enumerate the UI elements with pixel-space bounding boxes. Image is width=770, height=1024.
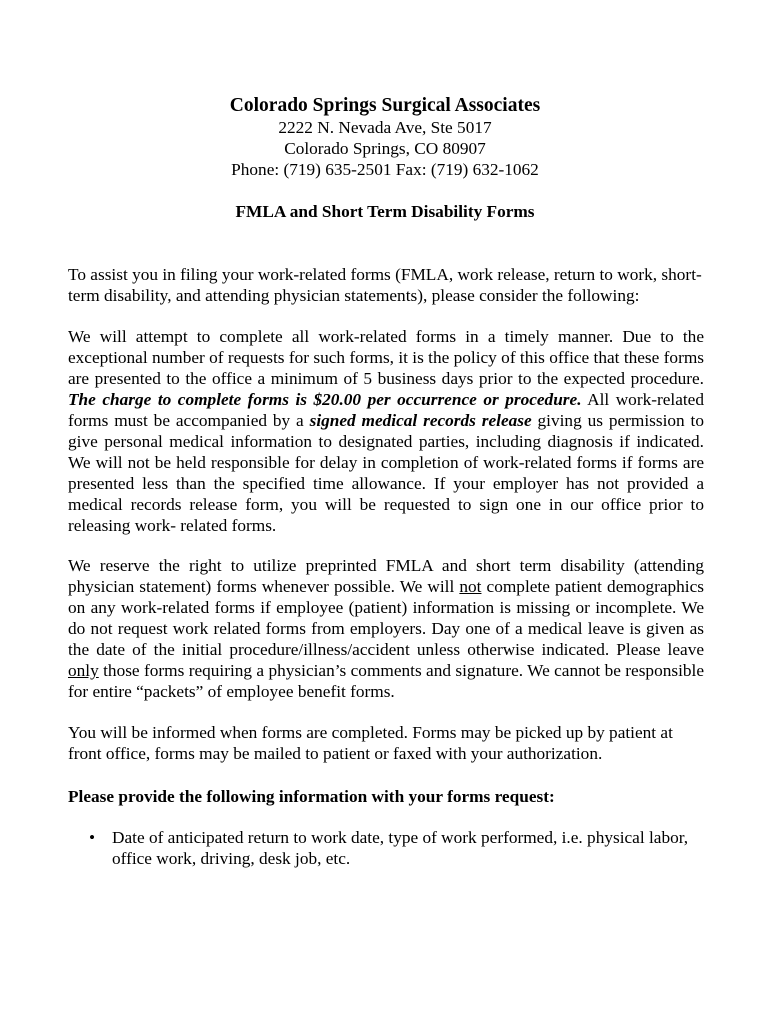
request-heading: Please provide the following information with your forms request: [68, 787, 555, 806]
reserve-paragraph [68, 555, 704, 702]
policy-text-part3: giving us permission to give personal medical information to designated parties, including diagnosis if indicated. We will not be held responsible for delay in completion of work-related forms if forms are presented less than the specified time allowance. If your employer has not provided a medical records release form, you will be requested to sign one in our office prior to releasing work- related forms. [68, 411, 704, 535]
list-item [68, 827, 704, 869]
policy-text-part2: All work-related forms must be accompanied by a [68, 390, 704, 430]
address-line-2: Colorado Springs, CO 80907 [284, 139, 486, 158]
letterhead [0, 94, 770, 180]
organization-name: Colorado Springs Surgical Associates [229, 95, 541, 116]
charge-emphasis: The charge to complete forms is $20.00 per occurrence or procedure. [68, 390, 582, 409]
request-list [68, 827, 704, 869]
not-underlined: not [459, 577, 482, 596]
contact-line: Phone: (719) 635-2501 Fax: (719) 632-1062 [231, 160, 539, 179]
release-emphasis: signed medical records release [309, 411, 532, 430]
list-item-text: Date of anticipated return to work date, type of work performed, i.e. physical labor, office work, driving, desk job, etc. [112, 828, 689, 868]
policy-paragraph [68, 326, 704, 536]
reserve-text-part2: complete patient demographics on any work-related forms if employee (patient) information is missing or incomplete. We do not request work related forms from employers. Day one of a medical leave is given as the date of the initial procedure/illness/accident unless otherwise indicated. Please leave [68, 577, 704, 659]
document-title: FMLA and Short Term Disability Forms [235, 202, 535, 221]
reserve-text-part3: those forms requiring a physician’s comments and signature. We cannot be responsible for entire “packets” of employee benefit forms. [68, 661, 704, 701]
only-underlined: only [68, 661, 99, 680]
policy-text-part1: We will attempt to complete all work-related forms in a timely manner. Due to the exceptional number of requests for such forms, it is the policy of this office that these forms are presented to the office a minimum of 5 business days prior to the expected procedure. [68, 327, 704, 388]
notification-paragraph: You will be informed when forms are completed. Forms may be picked up by patient at front office, forms may be mailed to patient or faxed with your authorization. [68, 723, 673, 763]
bullet-icon: • [89, 828, 96, 847]
address-line-1: 2222 N. Nevada Ave, Ste 5017 [278, 118, 492, 137]
reserve-text-part1: We reserve the right to utilize preprinted FMLA and short term disability (attending physician statement) forms whenever possible. We will [68, 556, 704, 596]
intro-paragraph: To assist you in filing your work-related forms (FMLA, work release, return to work, short-term disability, and attending physician statements), please consider the following: [68, 265, 702, 305]
